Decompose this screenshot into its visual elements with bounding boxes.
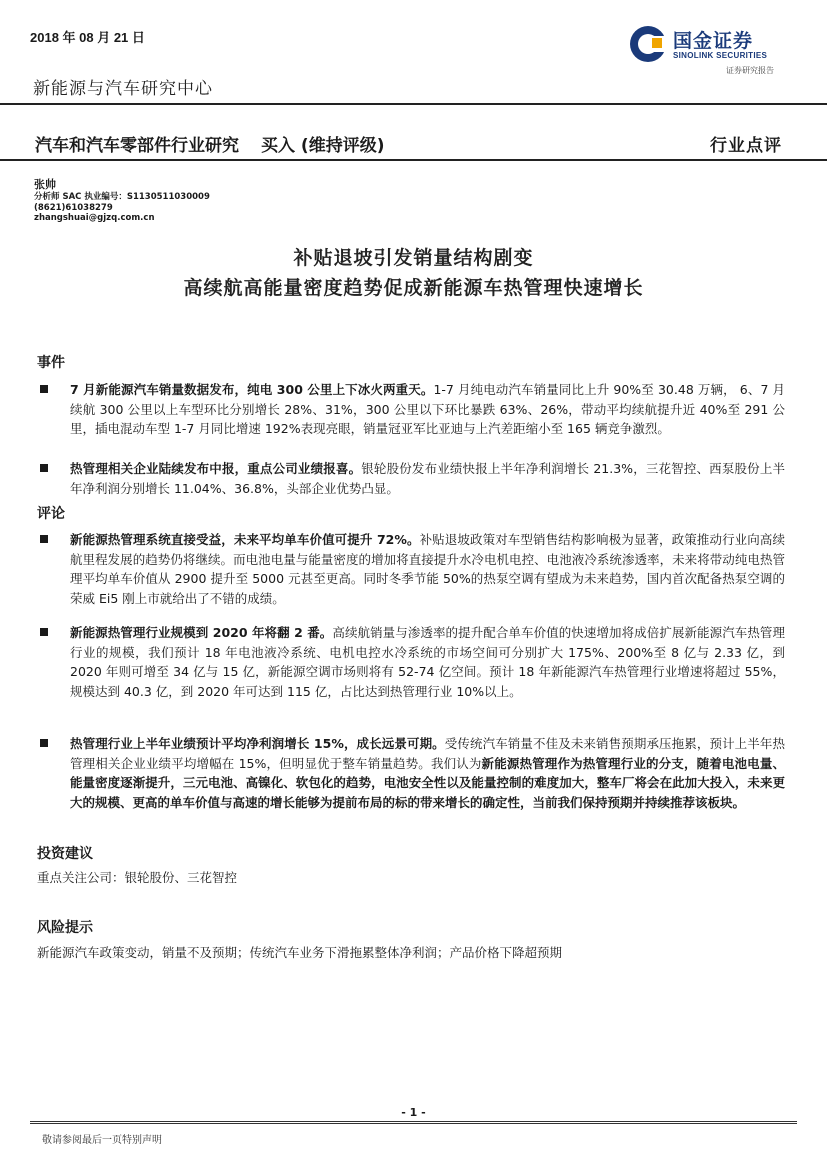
section-heading-advice: 投资建议 (37, 846, 93, 862)
event-item-body: 银轮股份发布业绩快报上半年净利润增长 21.3%，三花智控、西泵股份上半年净利润分别增长 11.04%、36.8%，头部企业优势凸显。 (70, 461, 785, 496)
comment-item-conclusion: 新能源热管理作为热管理行业的分支，随着电池电量、能量密度逐渐提升，三元电池、高镍化、软包化的趋势，电池安全性以及能量控制的难度加大，整车厂将会在此加大投入，未来更大的规模、更高的单车价值与高速的增长能够为提前布局的标的带来增长的确定性，当前我们保持预期并持续推荐该板块。 (70, 755, 785, 810)
analyst-name: 张帅 (34, 178, 56, 191)
industry-headline (35, 131, 384, 156)
analyst-phone: (8621)61038279 (34, 202, 113, 213)
logo-english-name: SINOLINK SECURITIES (673, 51, 768, 60)
research-center-name: 新能源与汽车研究中心 (33, 79, 213, 99)
bullet-square-icon (40, 739, 48, 747)
logo-chinese-name: 国金证券 (673, 30, 754, 52)
report-title-line1: 补贴退坡引发销量结构剧变 (293, 247, 534, 269)
footer-disclaimer: 敬请参阅最后一页特别声明 (42, 1135, 162, 1146)
comment-item (40, 623, 785, 701)
comment-item-body: 补贴退坡政策对车型销售结构影响极为显著，政策推动行业向高续航里程发展的趋势仍将继续。而电池电量与能量密度的增加将直接提升水冷电机电控、电池液冷系统渗透率，未来将带动纯电热管理平均单车价值从 2900 提升至 5000 元甚至更高。同时冬季节能 50%的热泵空调有望成为未来趋势，国内首次配备热泵空调的荣威 Ei5 刚上市就给出了不错的成绩。 (70, 532, 785, 606)
document-type: 行业点评 (710, 136, 782, 156)
comment-item-lead: 新能源热管理行业规模到 2020 年将翻 2 番。 (70, 625, 333, 640)
sinolink-logo-icon (628, 24, 668, 64)
industry-title: 汽车和汽车零部件行业研究 (35, 136, 239, 156)
headline-divider (0, 159, 827, 161)
bullet-square-icon (40, 628, 48, 636)
bullet-square-icon (40, 464, 48, 472)
page-number: - 1 - (401, 1106, 426, 1119)
footer-divider (30, 1123, 797, 1124)
bullet-square-icon (40, 385, 48, 393)
comment-item (40, 530, 785, 608)
company-logo (628, 24, 798, 76)
section-heading-risk: 风险提示 (37, 920, 93, 936)
bullet-square-icon (40, 535, 48, 543)
event-item-body: 1-7 月纯电动汽车销量同比上升 90%至 30.48 万辆， 6、7 月续航 300 公里以上车型环比分别增长 28%、31%，300 公里以下环比暴跌 63%、26%，带动平均续航提升近 40%至 291 公里，插电混动车型 1-7 月同比增速 192%表现亮眼，销量冠亚军比亚迪与上汽差距缩小至 165 辆竞争激烈。 (70, 382, 785, 436)
risk-text: 新能源汽车政策变动，销量不及预期；传统汽车业务下滑拖累整体净利润；产品价格下降超预期 (37, 945, 563, 960)
report-title-line2: 高续航高能量密度趋势促成新能源车热管理快速增长 (183, 277, 644, 299)
event-item-lead: 7 月新能源汽车销量数据发布，纯电 300 公里上下冰火两重天。 (70, 382, 434, 397)
report-date: 2018 年 08 月 21 日 (30, 30, 145, 45)
comment-item-lead: 热管理行业上半年业绩预计平均净利润增长 15%，成长远景可期。 (70, 736, 445, 751)
advice-text: 重点关注公司：银轮股份、三花智控 (37, 870, 238, 885)
comment-item (40, 734, 785, 812)
analyst-info (34, 192, 210, 224)
analyst-license: 分析师 SAC 执业编号：S1130511030009 (34, 192, 210, 202)
comment-item-body: 高续航销量与渗透率的提升配合单车价值的快速增加将成倍扩展新能源汽车热管理行业的规模，我们预计 18 年电池液冷系统、电机电控水冷系统的市场空间可分别扩大 175%、200%至 8 亿与 2.33 亿，到 2020 年则可增至 34 亿与 15 亿，新能源空调市场则将有 52-74 亿空间。预计 18 年新能源汽车热管理行业增速将超过 55%，规模达到 40.3 亿，到 2020 年可达到 115 亿，占比达到热管理行业 10%以上。 (70, 625, 785, 699)
event-item-lead: 热管理相关企业陆续发布中报，重点公司业绩报喜。 (70, 461, 362, 476)
footer-divider (30, 1121, 797, 1122)
event-item (40, 459, 785, 498)
analyst-email: zhangshuai@gjzq.com.cn (34, 213, 155, 223)
event-item (40, 380, 785, 439)
comment-item-lead: 新能源热管理系统直接受益，未来平均单车价值可提升 72%。 (70, 532, 420, 547)
comment-item-body: 受传统汽车销量不佳及未来销售预期承压拖累，预计上半年热管理相关企业业绩平均增幅在 15%，但明显优于整车销量趋势。我们认为 (70, 736, 785, 771)
logo-subtitle: 证券研究报告 (726, 66, 774, 75)
section-heading-comment: 评论 (37, 506, 65, 522)
header-divider (0, 103, 827, 105)
section-heading-event: 事件 (37, 355, 65, 371)
rating-label: 买入 (维持评级) (261, 136, 385, 156)
